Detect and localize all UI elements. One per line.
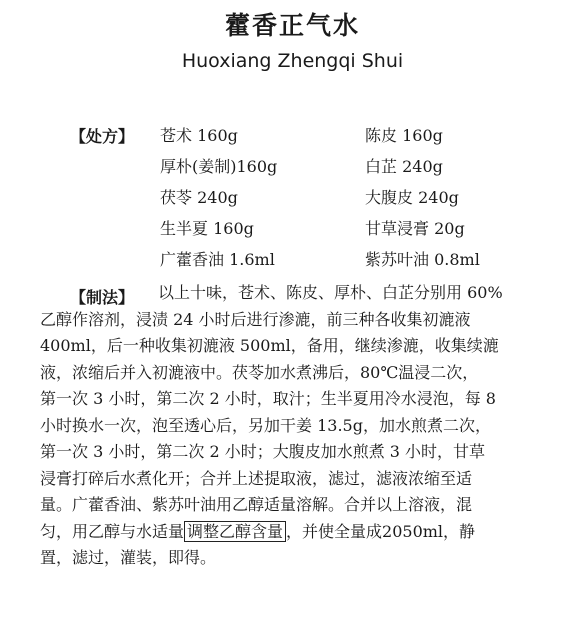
ingredient: 紫苏叶油 0.8ml (365, 250, 480, 269)
prescription-row (160, 213, 580, 244)
method-line: 置，滤过，灌装，即得。 (40, 548, 217, 567)
method-line: 以上十味，苍术、陈皮、厚朴、白芷分别用 60% (158, 283, 503, 302)
ingredient: 苍术 160g (160, 126, 238, 145)
prescription-row (160, 244, 580, 275)
prescription-row (160, 120, 580, 151)
ingredient: 甘草浸膏 20g (365, 219, 465, 238)
prescription-label: 【处方】 (70, 127, 135, 146)
method-line: 浸膏打碎后水煮化开；合并上述提取液，滤过，滤液浓缩至适 (40, 468, 473, 488)
method-line: 乙醇作溶剂，浸渍 24 小时后进行渗漉，前三种各收集初漉液 (40, 309, 471, 329)
method-line-boxed (40, 519, 560, 546)
prescription-row (160, 182, 580, 213)
method-line: 量。广藿香油、紫苏叶油用乙醇适量溶解。合并以上溶液，混 (40, 495, 473, 514)
prescription-grid (160, 120, 580, 275)
method-line: 小时换水一次，泡至透心后，另加干姜 13.5g，加水煎煮二次， (40, 415, 491, 435)
ingredient: 白芷 240g (365, 157, 443, 176)
method-label: 【制法】 (70, 288, 135, 307)
method-text (40, 280, 560, 572)
ingredient: 茯苓 240g (160, 188, 238, 207)
title-pinyin: Huoxiang Zhengqi Shui (181, 50, 404, 72)
ingredient: 陈皮 160g (365, 126, 443, 145)
ingredient: 厚朴(姜制)160g (160, 157, 278, 176)
ingredient: 广藿香油 1.6ml (160, 250, 275, 269)
method-line: 液，浓缩后并入初漉液中。茯苓加水煮沸后，80℃温浸二次， (40, 362, 479, 382)
method-line: 第一次 3 小时，第二次 2 小时；大腹皮加水煎煮 3 小时，甘草 (40, 442, 486, 461)
method-text-before-box: 匀，用乙醇与水适量 (40, 521, 185, 541)
method-line: 400ml，后一种收集初漉液 500ml，备用，继续渗漉，收集续漉 (40, 336, 499, 355)
method-text-after-box: ，并使全量成2050ml，静 (286, 521, 476, 541)
highlighted-phrase-box: 调整乙醇含量 (184, 521, 286, 542)
method-line: 第一次 3 小时，第二次 2 小时，取汁；生半夏用冷水浸泡，每 8 (40, 389, 496, 408)
prescription-row (160, 151, 580, 182)
title-chinese: 藿香正气水 (224, 11, 360, 40)
ingredient: 生半夏 160g (160, 219, 254, 238)
ingredient: 大腹皮 240g (365, 188, 459, 207)
